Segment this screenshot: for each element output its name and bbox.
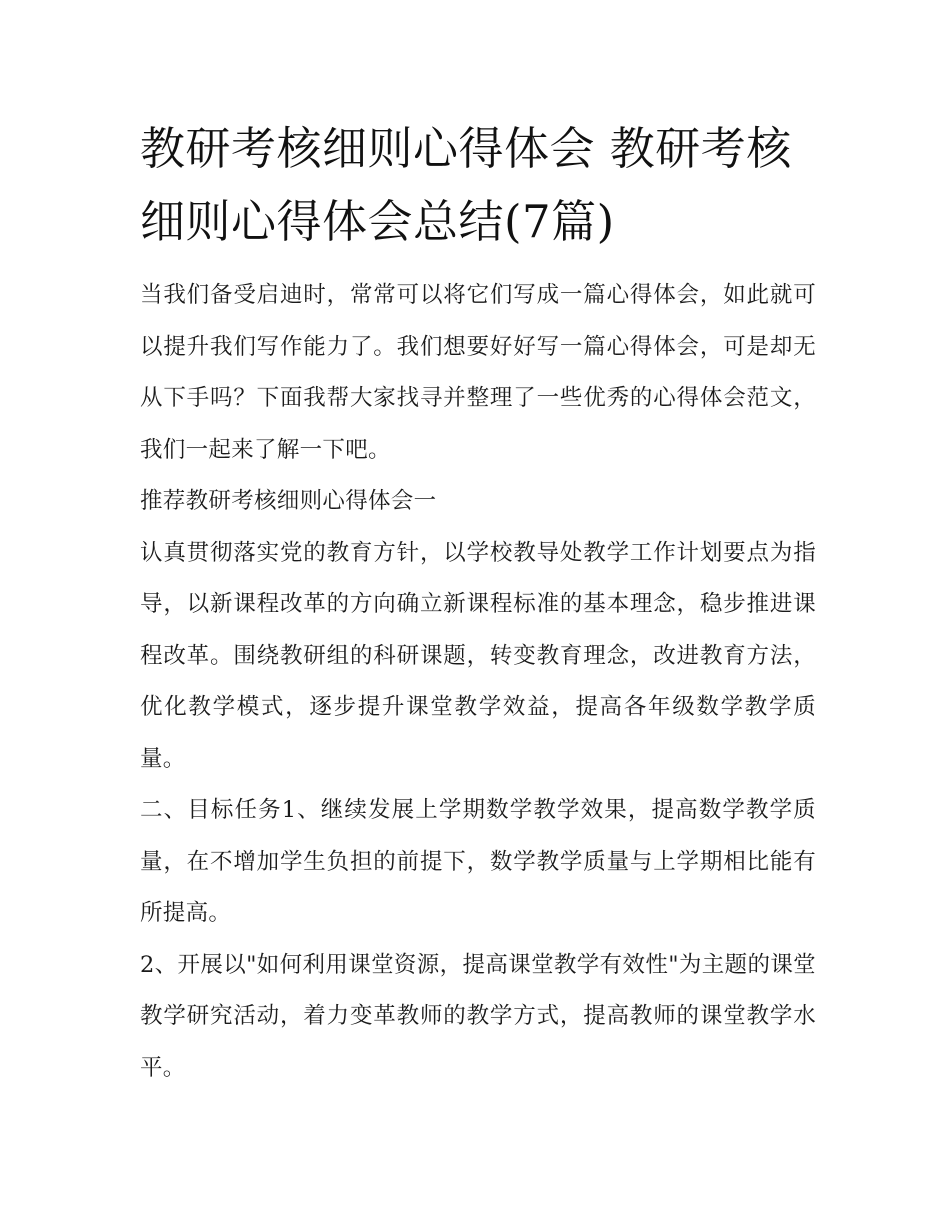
body-paragraph-2: 二、目标任务1、继续发展上学期数学教学效果，提高数学教学质量，在不增加学生负担的前提下，数学教学质量与上学期相比能有所提高。 bbox=[140, 797, 816, 926]
intro-paragraph: 当我们备受启迪时，常常可以将它们写成一篇心得体会，如此就可以提升我们写作能力了。我们想要好好写一篇心得体会，可是却无从下手吗？下面我帮大家找寻并整理了一些优秀的心得体会范文，我们一起来了解一下吧。 bbox=[140, 282, 816, 463]
section-heading: 推荐教研考核细则心得体会一 bbox=[140, 488, 437, 514]
document-title: 教研考核细则心得体会 教研考核细则心得体会总结(7篇) bbox=[140, 122, 792, 248]
body-paragraph-3: 2、开展以"如何利用课堂资源，提高课堂教学有效性"为主题的课堂教学研究活动，着力变革教师的教学方式，提高教师的课堂教学水平。 bbox=[140, 951, 816, 1081]
document-page bbox=[140, 112, 816, 1094]
body-paragraph-1: 认真贯彻落实党的教育方针，以学校教导处教学工作计划要点为指导，以新课程改革的方向确立新课程标准的基本理念，稳步推进课程改革。围绕教研组的科研课题，转变教育理念，改进教育方法，优化教学模式，逐步提升课堂教学效益，提高各年级数学教学质量。 bbox=[140, 539, 816, 772]
